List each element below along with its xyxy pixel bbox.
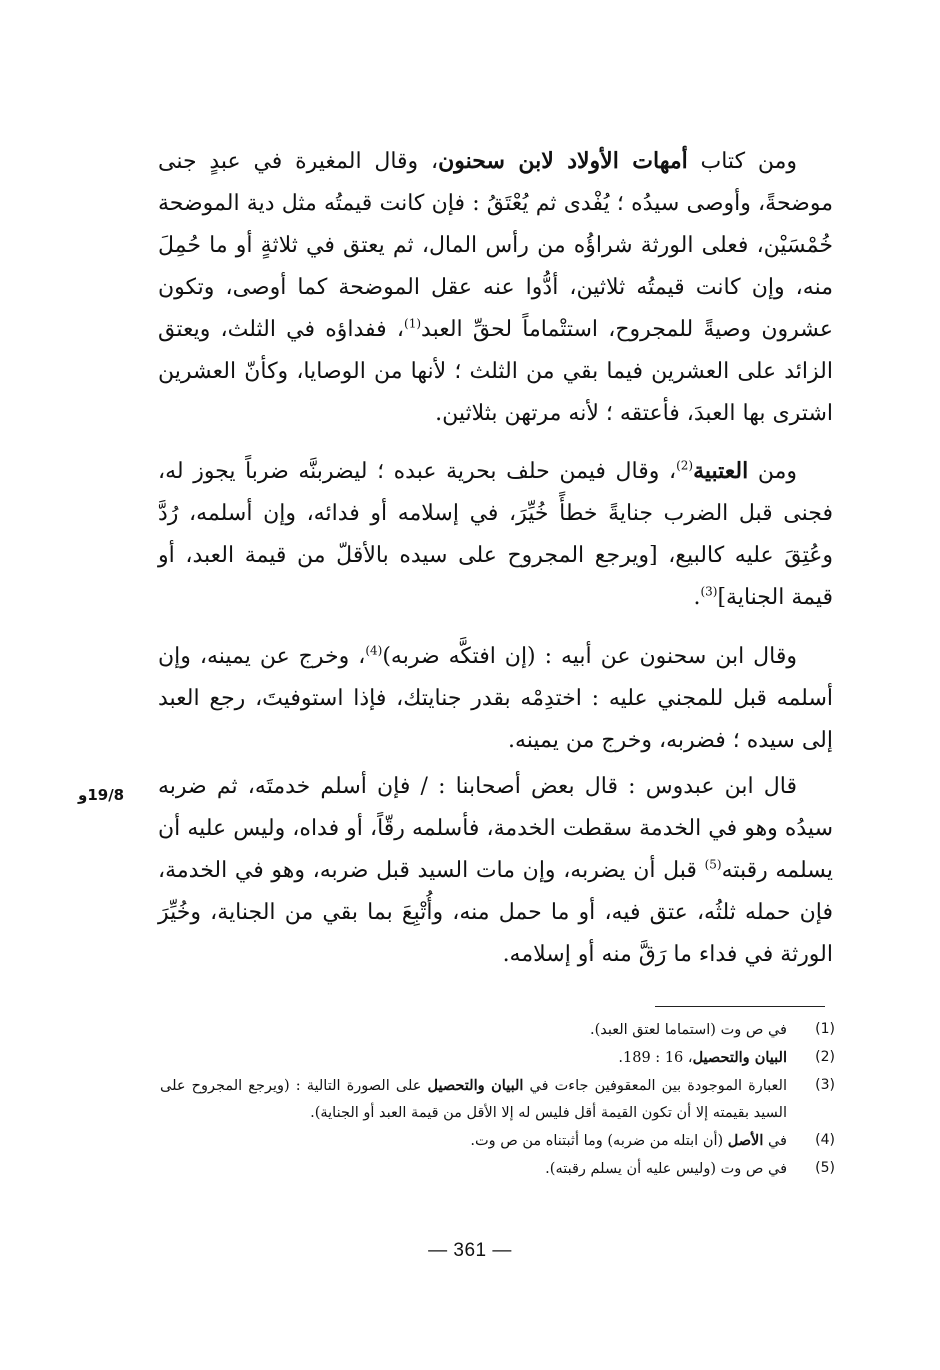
footnote-ref-2: (2) [676, 458, 694, 473]
footnotes [160, 1016, 835, 1183]
paragraph-3 [158, 636, 833, 762]
footnote-3 [160, 1072, 835, 1127]
page-number: — 361 — [428, 1240, 512, 1261]
paragraph-1-book-title: أمهات الأولاد لابن سحنون [438, 148, 688, 174]
footnote-bold: البيان والتحصيل [427, 1077, 524, 1094]
footnote-text [160, 1127, 787, 1155]
footnote-number: (2) [815, 1049, 835, 1065]
paragraph-3-text-a: وقال ابن سحنون عن أبيه : (إن افتكَّه ضربه) [382, 644, 797, 669]
footnote-text [160, 1016, 787, 1044]
footnote-text-a: في ص وت (وليس عليه أن يسلم رقبته). [545, 1161, 787, 1177]
paragraph-2-book-title: العتبية [693, 458, 749, 484]
footnote-4 [160, 1127, 835, 1155]
paragraph-1 [158, 140, 833, 435]
footnote-ref-3: (3) [700, 584, 718, 599]
footnote-number: (4) [815, 1132, 835, 1148]
footnote-text [160, 1072, 787, 1127]
footnote-text-b: ، 16 : 189. [618, 1050, 693, 1066]
footnote-bold: الأصل [727, 1132, 764, 1149]
paragraph-4-text-b: قبل أن يضربه، وإن مات السيد قبل ضربه، وهو في الخدمة، فإن حمله ثلثُه، عتق فيه، أو ما حمل منه، وأُتْبِعَ بما بقي من الجناية، وخُيِّرَ الورثة في فداء ما رَقَّ منه أو إسلامه. [158, 858, 833, 967]
footnote-number: (1) [815, 1021, 835, 1037]
paragraph-2-text-a: ، وقال فيمن حلف بحرية عبده ؛ ليضربنَّه ضرباً يجوز له، فجنى قبل الضرب جنايةً خطأً خُيِّرَ، في إسلامه أو فدائه، وإن أسلمه، رُدَّ وعُتِقَ عليه كالبيع، [ويرجع المجروح على سيده بالأقلّ من قيمة العبد، أو قيمة الجناية] [158, 459, 833, 610]
paragraph-1-text-b: ، ففداؤه في الثلث، ويعتق الزائد على العشرين فيما بقي من الثلث ؛ لأنها من الوصايا، وكأنّ العشرين اشترى بها العبدَ، فأعتقه ؛ لأنه مرتهن بثلاثين. [158, 317, 833, 426]
footnote-number: (3) [815, 1077, 835, 1093]
paragraph-1-lead: ومن كتاب [687, 149, 797, 174]
paragraph-4-text-a: قال ابن عبدوس : قال بعض أصحابنا : / فإن أسلم خدمتَه، ثم ضربه سيدُه وهو في الخدمة سقطت الخدمة، فأسلمه رقّاً، أو فداه، وليس عليه أن يسلمه رقبته [158, 774, 833, 883]
footnote-text-b: (أن ابتله من ضربه) وما أثبتناه من ص وت. [470, 1133, 728, 1149]
paragraph-2-lead: ومن [748, 459, 797, 484]
footnote-ref-4: (4) [365, 643, 383, 658]
footnote-text [160, 1044, 787, 1072]
footnote-separator [655, 1006, 825, 1007]
paragraph-1-text-a: ، وقال المغيرة في عبدٍ جنى موضحةً، وأوصى سيدُه ؛ يُفْدى ثم يُعْتَقُ : فإن كانت قيمتُه مثل دية الموضحة خُمْسَيْن، فعلى الورثة شراؤُه من رأس المال، ثم يعتق في ثلاثةٍ أو ما حُمِلَ منه، وإن كانت قيمتُه ثلاثين، أدُّوا عنه عقل الموضحة كما أوصى، وتكون عشرون وصيةً للمجروح، استتْماماً لحقِّ العبد [158, 149, 833, 342]
paragraph-3-text-b: ، وخرج عن يمينه، وإن أسلمه قبل للمجني عليه : اختدِمْه بقدر جنايتك، فإذا استوفيتَ، رجع العبد إلى سيده ؛ فضربه، وخرج من يمينه. [158, 644, 833, 753]
footnote-5 [160, 1155, 835, 1183]
footnote-text-a: العبارة الموجودة بين المعقوفين جاءت في [523, 1078, 787, 1094]
footnote-ref-1: (1) [404, 316, 422, 331]
paragraph-2-text-b: . [693, 585, 701, 610]
footnote-number: (5) [815, 1160, 835, 1176]
manuscript-folio-marker: 19/8و [78, 786, 125, 804]
paragraph-2 [158, 450, 833, 619]
paragraph-4 [158, 766, 833, 976]
footnote-text-a: في [763, 1133, 787, 1149]
footnote-bold: البيان والتحصيل [692, 1049, 787, 1066]
footnote-text-b: على الصورة التالية : (ويرجع المجروح على السيد بقيمته إلا أن تكون القيمة أقل فليس له إلا الأقل من قيمة العبد أو الجناية). [160, 1078, 787, 1121]
footnote-1 [160, 1016, 835, 1044]
footnote-text-a: في ص وت (استماما لعتق العبد). [589, 1022, 787, 1038]
footnote-2 [160, 1044, 835, 1072]
footnote-ref-5: (5) [704, 857, 722, 872]
footnote-text [160, 1155, 787, 1183]
